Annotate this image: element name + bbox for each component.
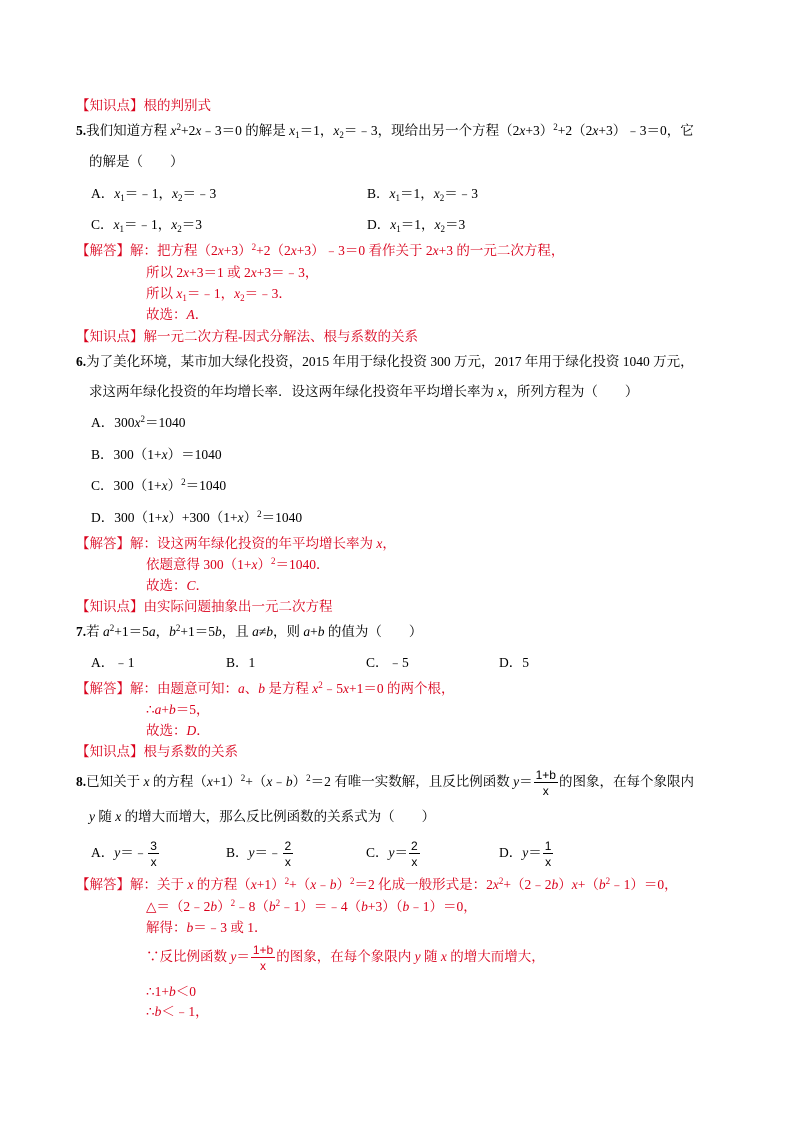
answer-line: 解得：b＝﹣3 或 1．: [146, 920, 268, 935]
option-c: C．﹣5: [366, 655, 409, 670]
knowledge-point-tag: 【知识点】解一元二次方程-因式分解法、根与系数的关系: [76, 329, 418, 344]
option-d: D．y＝ $\frac{1}{x}$: [499, 838, 552, 869]
option-b: B．y＝﹣ $\frac{2}{x}$: [226, 838, 292, 869]
fraction: $\frac{2}{x}$: [411, 838, 418, 869]
question-7-stem: 7.若 $a^2+1=5a$，$b^2+1=5b$，且 a≠b，则 a+b 的值为（ ）: [76, 623, 423, 639]
answer-line: 所以 2x+3＝1 或 2x+3＝﹣3，: [146, 265, 319, 280]
option-b: B．1: [226, 655, 256, 670]
answer-line: 故选：D．: [146, 723, 210, 738]
question-5-stem: 5.我们知道方程 $x^2+2x﹣3=0$ 的解是 $x_1=1$，$x_2=﹣3$，现给出另一个方程$(2x+3)^2+2(2x+3)﹣3=0$，它: [76, 122, 694, 140]
fraction: $\frac{3}{x}$: [150, 838, 157, 869]
option-d: D．5: [499, 655, 529, 670]
knowledge-point-tag: 【知识点】由实际问题抽象出一元二次方程: [76, 599, 333, 614]
answer-line: 故选：C．: [146, 578, 210, 593]
answer-line: $\triangle=(2﹣2b)^2﹣8(b^2﹣1)=﹣4(b+3)(b﹣1)=0$，: [146, 898, 477, 914]
answer-line: ∴b＜﹣1，: [146, 1004, 209, 1019]
answer-line: 【解答】解：关于 x 的方程$(x+1)^2+(x﹣b)^2=2$ 化成一般形式是：$2x^2+(2﹣2b)x+(b^2﹣1)=0$，: [76, 876, 678, 892]
knowledge-point-tag: 【知识点】根与系数的关系: [76, 744, 238, 759]
option-b: B．$x_1=1$，$x_2=﹣3$: [367, 186, 479, 203]
question-6-stem-line2: 求这两年绿化投资的年均增长率．设这两年绿化投资年平均增长率为 x，所列方程为（ ）: [89, 384, 639, 399]
question-8-stem-line2: y 随 x 的增大而增大，那么反比例函数的关系式为（ ）: [89, 809, 436, 824]
answer-line: 【解答】解：由题意可知：a、b 是方程 $x^2﹣5x+1=0$ 的两个根，: [76, 680, 455, 696]
fraction: $\frac{1+b}{x}$: [535, 767, 556, 798]
knowledge-point-tag: 【知识点】根的判别式: [76, 98, 211, 113]
option-a: A．﹣1: [91, 655, 135, 670]
option-a: A．y＝﹣ $\frac{3}{x}$: [91, 838, 157, 869]
option-c: C．y＝ $\frac{2}{x}$: [366, 838, 418, 869]
option-a: A．$300x^2=1040$: [91, 414, 186, 430]
answer-line: ∴1+b＜0: [146, 984, 196, 999]
question-6-stem: 6.为了美化环境，某市加大绿化投资，2015 年用于绿化投资 300 万元，2017 年用于绿化投资 1040 万元，: [76, 354, 694, 369]
answer-line: 【解答】解：设这两年绿化投资的年平均增长率为 x，: [76, 536, 396, 551]
option-d: D．$x_1=1$，$x_2=3$: [367, 217, 466, 234]
question-8-stem: 8.已知关于 x 的方程$(x+1)^2+(x﹣b)^2=2$ 有唯一实数解，且反比例函数 y＝ $\frac{1+b}{x}$ 的图象，在每个象限内: [76, 767, 694, 798]
fraction: $\frac{1}{x}$: [544, 838, 552, 869]
fraction: $\frac{1+b}{x}$: [252, 942, 274, 973]
option-b: B．300（1+x）＝1040: [91, 447, 222, 462]
answer-line: 【解答】解：把方程$(2x+3)^2+2(2x+3)﹣3=0$ 看作关于 2x+3 的一元二次方程，: [76, 242, 565, 258]
question-5-stem-line2: 的解是（ ）: [89, 154, 184, 169]
answer-line: 所以 $x_1=﹣1$，$x_2=﹣3$．: [146, 286, 292, 303]
option-a: A．$x_1=﹣1$，$x_2=﹣3$: [91, 186, 217, 203]
option-c: C．$x_1=﹣1$，$x_2=3$: [91, 217, 203, 234]
option-c: C．$300(1+x)^2=1040$: [91, 477, 227, 493]
answer-line: 依题意得 $300(1+x)^2=1040$．: [146, 556, 330, 572]
answer-line: ∴a+b＝5，: [146, 702, 210, 717]
answer-line: 故选：A．: [146, 307, 209, 322]
fraction: $\frac{2}{x}$: [284, 838, 292, 869]
option-d: D．$300(1+x)+300(1+x)^2=1040$: [91, 509, 303, 525]
answer-line: ∵反比例函数 y＝ $\frac{1+b}{x}$ 的图象，在每个象限内 y 随 x 的增大而增大，: [146, 942, 545, 973]
